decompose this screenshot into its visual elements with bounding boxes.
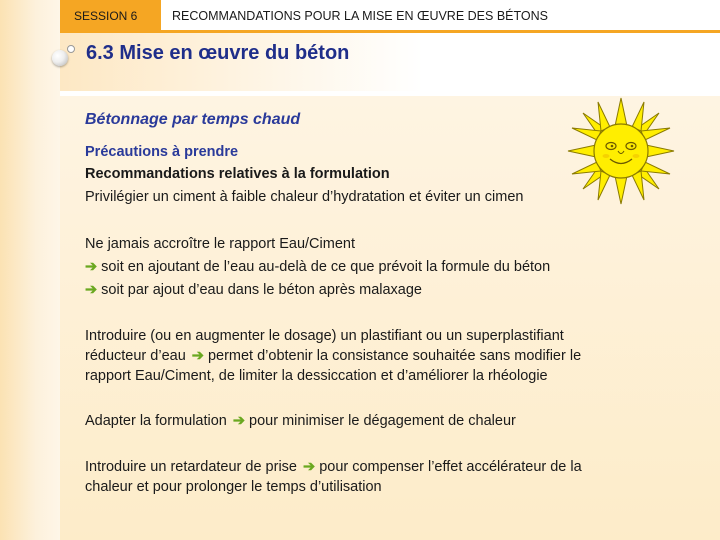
section-heading: Bétonnage par temps chaud (85, 111, 301, 128)
retardateur-text: pour compenser l’effet accélérateur de la (319, 459, 582, 475)
arrow-right-icon: ➔ (232, 413, 246, 429)
plastifiant-line (85, 346, 581, 366)
retardateur-text: Introduire un retardateur de prise (85, 459, 297, 475)
session-label: SESSION 6 (74, 9, 138, 23)
arrow-right-icon: ➔ (85, 282, 98, 298)
adapter-line (85, 411, 516, 431)
retardateur-line (85, 457, 582, 477)
session-tab (60, 0, 161, 30)
formulation-heading (85, 164, 390, 184)
adapter-text: Adapter la formulation (85, 413, 227, 429)
precautions-label: Précautions à prendre (85, 144, 239, 160)
title-bullet-icon (52, 50, 68, 66)
ratio-item (85, 280, 422, 300)
arrow-right-icon: ➔ (191, 348, 204, 364)
header-bar (0, 0, 720, 34)
plastifiant-line: Introduire (ou en augmenter le dosage) un plastifiant ou un superplastifiant (85, 328, 564, 344)
adapter-text: pour minimiser le dégagement de chaleur (249, 413, 516, 429)
retardateur-line: chaleur et pour prolonger le temps d’utilisation (85, 479, 382, 495)
ratio-item-text: soit en ajoutant de l’eau au-delà de ce que prévoit la formule du béton (101, 259, 551, 275)
ratio-item-text: soit par ajout d’eau dans le béton après malaxage (101, 282, 422, 298)
ciment-line: Privilégier un ciment à faible chaleur d’hydratation et éviter un cimen (85, 189, 524, 205)
ratio-item (85, 257, 550, 277)
plastifiant-text: réducteur d’eau (85, 348, 186, 364)
arrow-right-icon: ➔ (85, 259, 98, 275)
ratio-heading: Ne jamais accroître le rapport Eau/Ciment (85, 236, 355, 252)
left-decorative-bar (0, 0, 60, 540)
plastifiant-text: permet d’obtenir la consistance souhaitée sans modifier le (207, 348, 582, 364)
sun-icon (566, 96, 676, 206)
formulation-label: Recommandations relatives à la formulation (85, 166, 390, 182)
sun-face (594, 124, 648, 178)
header-rule (60, 30, 720, 33)
slide-title: 6.3 Mise en œuvre du béton (86, 42, 350, 64)
header-title: RECOMMANDATIONS POUR LA MISE EN ŒUVRE DES BÉTONS (172, 9, 548, 23)
precautions-heading (85, 142, 238, 162)
small-circle-decoration (67, 45, 75, 53)
plastifiant-line: rapport Eau/Ciment, de limiter la dessiccation et d’améliorer la rhéologie (85, 368, 548, 384)
arrow-right-icon: ➔ (303, 459, 316, 475)
